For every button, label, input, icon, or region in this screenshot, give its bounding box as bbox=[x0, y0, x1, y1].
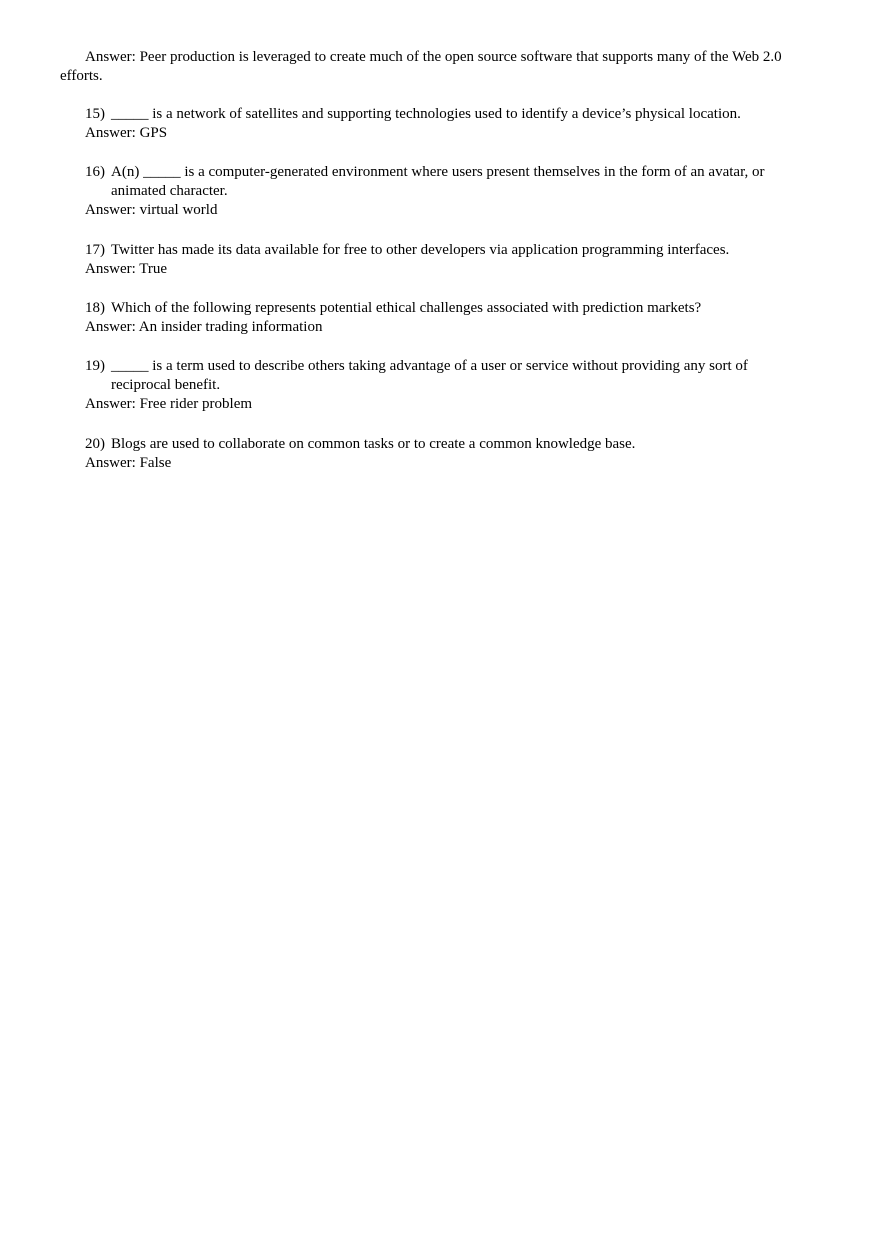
question-number: 20) bbox=[85, 436, 105, 452]
question-line bbox=[85, 105, 805, 124]
question-text: A(n) _____ is a computer-generated environment where users present themselves in the form of an avatar, or animated character. bbox=[111, 164, 765, 199]
answer-text: Answer: True bbox=[85, 261, 168, 277]
question-text: Blogs are used to collaborate on common tasks or to create a common knowledge base. bbox=[111, 436, 636, 452]
question-text: _____ is a term used to describe others taking advantage of a user or service without providing any sort of reciprocal benefit. bbox=[111, 358, 748, 393]
question-17 bbox=[85, 241, 805, 279]
question-text: Which of the following represents potential ethical challenges associated with prediction markets? bbox=[111, 300, 702, 316]
answer-text: Answer: GPS bbox=[85, 125, 168, 141]
question-line bbox=[85, 299, 805, 318]
question-line bbox=[85, 163, 805, 201]
question-16 bbox=[85, 163, 805, 220]
lead-answer: Answer: Peer production is leveraged to create much of the open source software that supports many of the Web 2.0 efforts. bbox=[60, 49, 782, 84]
question-number: 16) bbox=[85, 164, 105, 180]
question-line bbox=[85, 357, 805, 395]
question-number: 17) bbox=[85, 242, 105, 258]
question-text: _____ is a network of satellites and supporting technologies used to identify a device’s physical location. bbox=[111, 106, 741, 122]
answer-text: Answer: False bbox=[85, 455, 172, 471]
question-19 bbox=[85, 357, 805, 414]
question-15 bbox=[85, 105, 805, 143]
question-line bbox=[85, 241, 805, 260]
answer-text: Answer: An insider trading information bbox=[85, 319, 323, 335]
answer-text: Answer: virtual world bbox=[85, 202, 218, 218]
question-number: 18) bbox=[85, 300, 105, 316]
question-20 bbox=[85, 435, 805, 473]
question-18 bbox=[85, 299, 805, 337]
question-text: Twitter has made its data available for free to other developers via application programming interfaces. bbox=[111, 242, 730, 258]
question-number: 19) bbox=[85, 358, 105, 374]
question-line bbox=[85, 435, 805, 454]
answer-text: Answer: Free rider problem bbox=[85, 396, 253, 412]
question-number: 15) bbox=[85, 106, 105, 122]
